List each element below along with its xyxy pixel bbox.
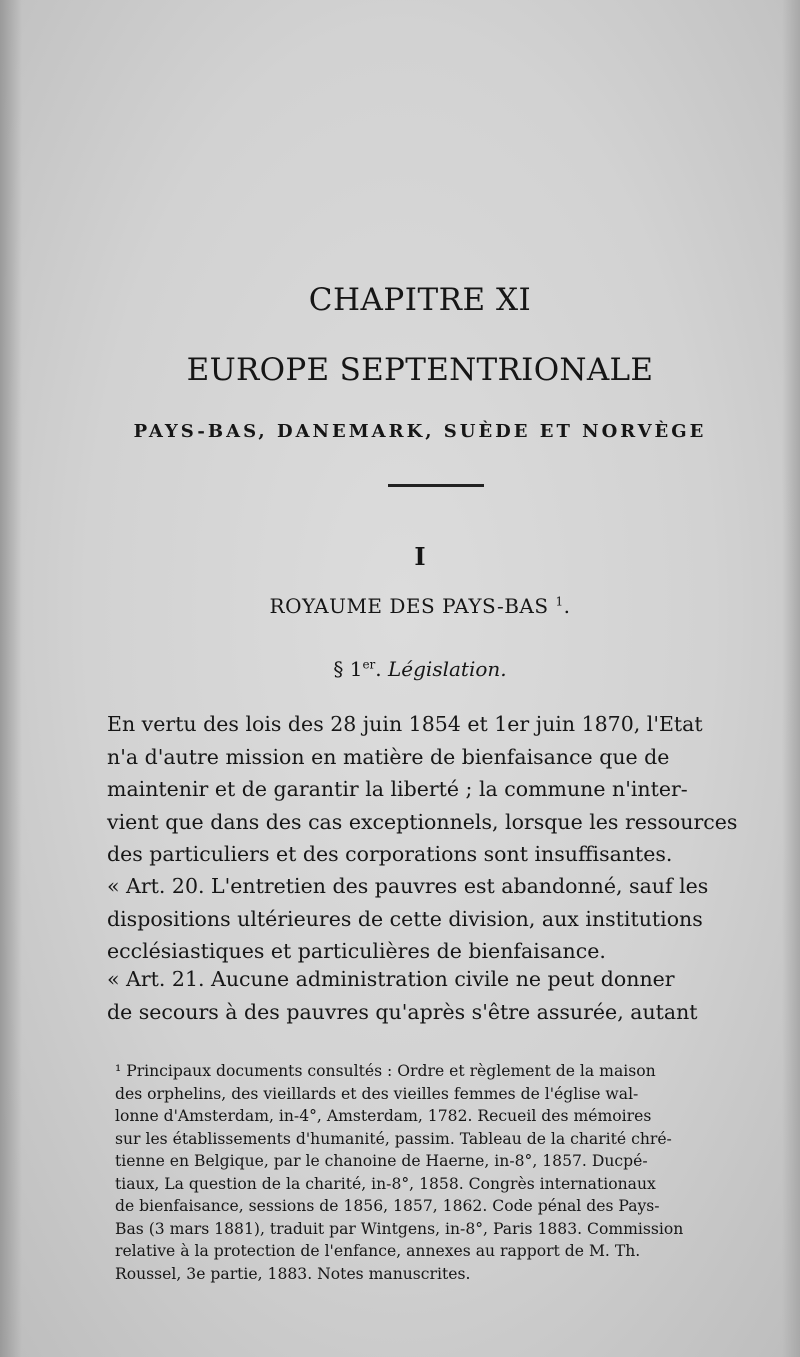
text-line: « Art. 21. Aucune administration civile ne peut donner <box>107 967 675 991</box>
footnote-line: sur les établissements d'humanité, passim. Tableau de la charité chré- <box>115 1129 672 1148</box>
subsection-heading <box>100 657 740 681</box>
countries-subheading: PAYS-BAS, DANEMARK, SUÈDE ET NORVÈGE <box>133 421 707 442</box>
text-line: « Art. 20. L'entretien des pauvres est abandonné, sauf les <box>107 874 709 898</box>
text-line: n'a d'autre mission en matière de bienfaisance que de <box>107 744 670 769</box>
paragraph-art-21 <box>107 963 740 1028</box>
subsection-separator: . <box>375 657 389 681</box>
paragraph-intro <box>107 708 740 871</box>
section-title: ROYAUME DES PAYS-BAS $^1$. <box>269 594 571 618</box>
text-line: En vertu des lois des 28 juin 1854 et 1er juin 1870, l'Etat <box>107 712 703 736</box>
footnote-line: de bienfaisance, sessions de 1856, 1857, 1862. Code pénal des Pays- <box>115 1197 660 1215</box>
footnote-line: tiaux, La question de la charité, in-8°, 1858. Congrès internationaux <box>115 1174 656 1193</box>
footnote-line: des orphelins, des vieillards et des vieilles femmes de l'église wal- <box>115 1084 639 1103</box>
paragraph-art-20 <box>107 870 740 968</box>
text-line: maintenir et de garantir la liberté ; la commune n'inter- <box>107 777 688 801</box>
footnote-line: ¹ Principaux documents consultés : Ordre et règlement de la maison <box>115 1062 656 1080</box>
footnote-line: tienne en Belgique, par le chanoine de Haerne, in-8°, 1857. Ducpé- <box>115 1152 648 1170</box>
text-line: des particuliers et des corporations sont insuffisantes. <box>107 842 673 866</box>
page-edge-shadow-left <box>0 0 22 1357</box>
section-title-text: ROYAUME DES PAYS-BAS <box>269 594 549 618</box>
region-heading: EUROPE SEPTENTRIONALE <box>186 352 654 388</box>
footnote-line: relative à la protection de l'enfance, annexes au rapport de M. Th. <box>115 1242 641 1260</box>
footnote-line: Roussel, 3e partie, 1883. Notes manuscrites. <box>115 1264 471 1283</box>
text-line: vient que dans des cas exceptionnels, lorsque les ressources <box>107 809 738 834</box>
text-line: de secours à des pauvres qu'après s'être assurée, autant <box>107 999 698 1024</box>
chapter-heading: CHAPITRE XI <box>308 282 532 318</box>
footnote-line: Bas (3 mars 1881), traduit par Wintgens, in-8°, Paris 1883. Commission <box>115 1219 684 1238</box>
subsection-number: § 1 <box>333 657 363 681</box>
text-line: ecclésiastiques et particulières de bienfaisance. <box>107 939 606 963</box>
text-line: dispositions ultérieures de cette division, aux institutions <box>107 906 703 931</box>
page-edge-shadow-right <box>782 0 800 1357</box>
subsection-title: Législation. <box>388 657 507 681</box>
footnote-reference-mark: 1 <box>555 594 564 609</box>
footnote <box>115 1060 740 1285</box>
section-number: I <box>414 542 426 571</box>
divider-rule <box>388 484 484 487</box>
subsection-number-sup: er <box>362 657 376 672</box>
footnote-line: lonne d'Amsterdam, in-4°, Amsterdam, 1782. Recueil des mémoires <box>115 1107 652 1125</box>
